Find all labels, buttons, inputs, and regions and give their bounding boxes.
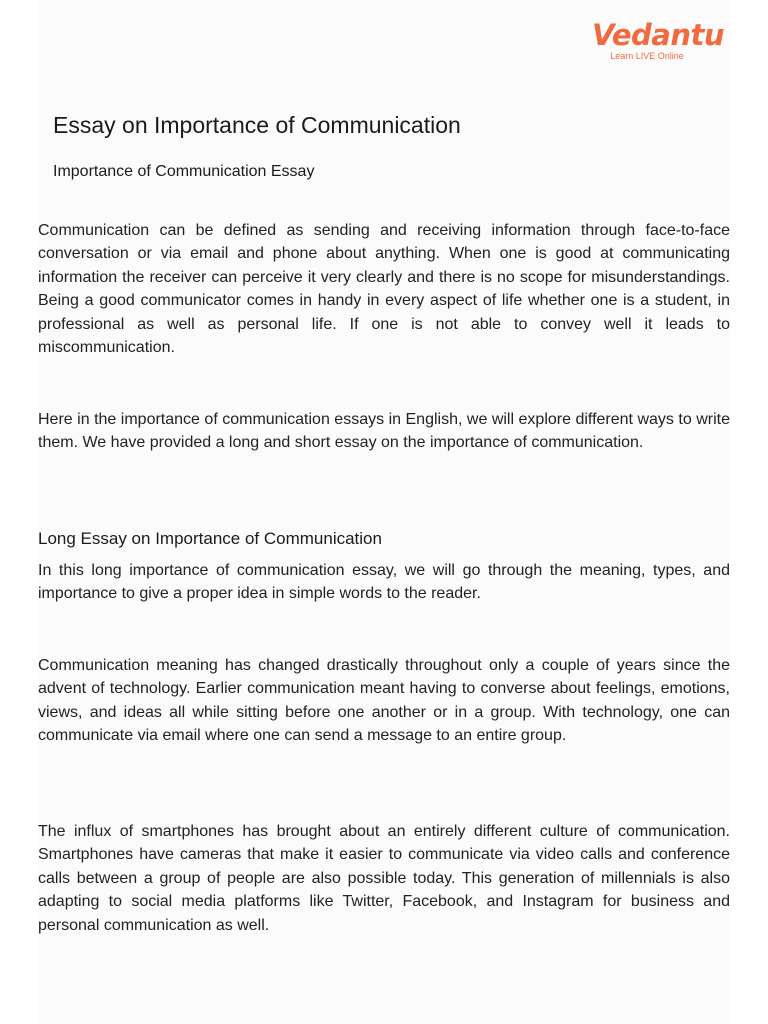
long-essay-paragraph-3: The influx of smartphones has brought about an entirely different culture of communication. Smartphones have cameras that make it easier to communicate via video calls and conference calls between a group of people are also possible today. This generation of millennials is also adapting to social media platforms like Twitter, Facebook, and Instagram for business and personal communication as well.: [38, 823, 730, 934]
page-subtitle: Importance of Communication Essay: [53, 163, 315, 180]
intro-paragraph-1: Communication can be defined as sending and receiving information through face-to-face conversation or via email and phone about anything. When one is good at communicating information the receiver can perceive it very clearly and there is no scope for misunderstandings. Being a good communicator comes in handy in every aspect of life whether one is a student, in professional as well as personal life. If one is not able to convey well it leads to miscommunication.: [38, 222, 730, 357]
page-title: Essay on Importance of Communication: [53, 112, 461, 138]
long-essay-heading: Long Essay on Importance of Communication: [38, 529, 382, 548]
logo-wordmark: Vedantu: [592, 18, 724, 52]
intro-paragraph-2: Here in the importance of communication essays in English, we will explore different ways to write them. We have provided a long and short essay on the importance of communication.: [38, 411, 730, 452]
long-essay-paragraph-2: Communication meaning has changed drastically throughout only a couple of years since the advent of technology. Earlier communication meant having to converse about feelings, emotions, views, and ideas all while sitting before one another or in a group. With technology, one can communicate via email where one can send a message to an entire group.: [38, 657, 730, 745]
vedantu-logo: [592, 18, 724, 62]
long-essay-paragraph-1: In this long importance of communication essay, we will go through the meaning, types, and importance to give a proper idea in simple words to the reader.: [38, 562, 730, 603]
logo-tagline: Learn LIVE Online: [610, 51, 684, 61]
